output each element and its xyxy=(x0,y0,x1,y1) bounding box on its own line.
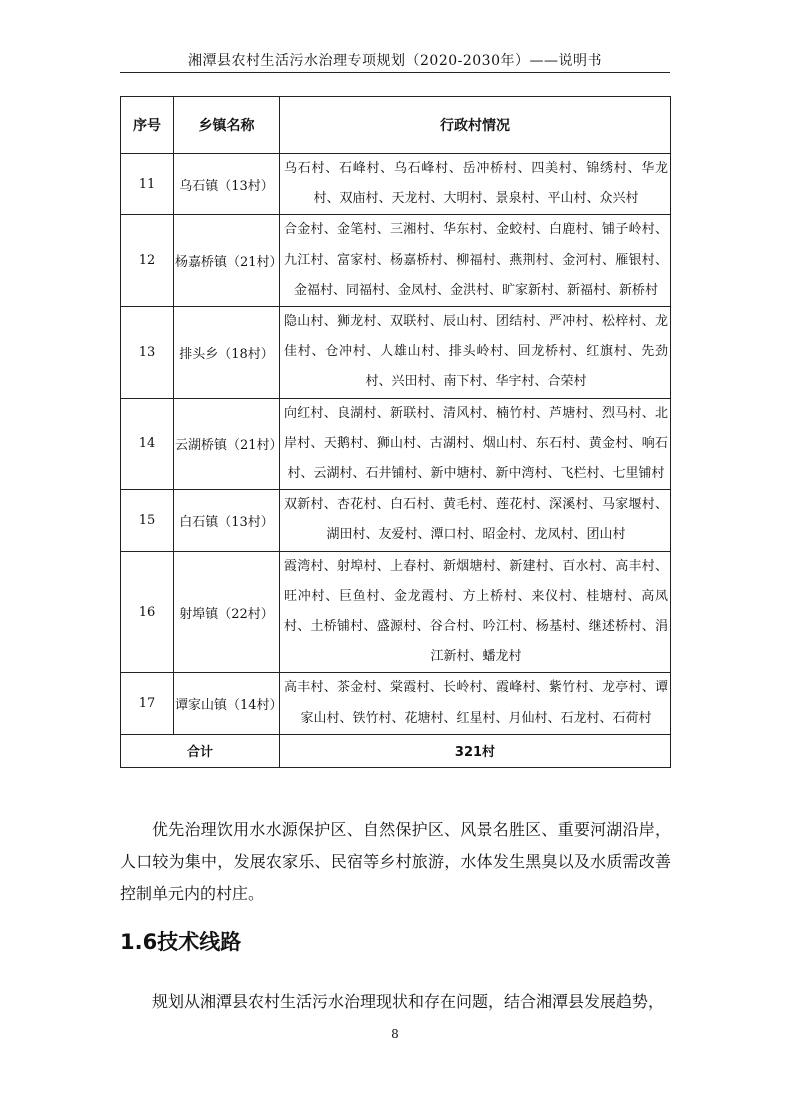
village-list: 高丰村、茶金村、棠霞村、长岭村、霞峰村、紫竹村、龙亭村、谭家山村、铁竹村、花塘村、红星村、月仙村、石龙村、石荷村 xyxy=(280,673,671,734)
table-row xyxy=(121,673,671,734)
table-row xyxy=(121,551,671,673)
running-header: 湘潭县农村生活污水治理专项规划（2020-2030年）——说明书 xyxy=(188,53,602,69)
total-label: 合计 xyxy=(121,734,280,767)
column-header-town: 乡镇名称 xyxy=(174,97,280,154)
table-row xyxy=(121,490,671,551)
column-header-no: 序号 xyxy=(121,97,174,154)
column-header-villages: 行政村情况 xyxy=(280,97,671,154)
village-list: 向红村、良湖村、新联村、清风村、楠竹村、芦塘村、烈马村、北岸村、天鹅村、狮山村、古湖村、烟山村、东石村、黄金村、响石村、云湖村、石井铺村、新中塘村、新中湾村、飞栏村、七里铺村 xyxy=(280,398,671,490)
village-list: 隐山村、狮龙村、双联村、辰山村、团结村、严冲村、松梓村、龙佳村、仓冲村、人雄山村、排头岭村、回龙桥村、红旗村、先劲村、兴田村、南下村、华宇村、合荣村 xyxy=(280,307,671,399)
table-row xyxy=(121,307,671,399)
town-name: 白石镇（13村） xyxy=(174,490,280,551)
row-number: 14 xyxy=(121,398,174,490)
row-number: 15 xyxy=(121,490,174,551)
row-number: 16 xyxy=(121,551,174,673)
town-name: 谭家山镇（14村） xyxy=(174,673,280,734)
village-list: 乌石村、石峰村、乌石峰村、岳冲桥村、四美村、锦绣村、华龙村、双庙村、天龙村、大明村、景泉村、平山村、众兴村 xyxy=(280,154,671,215)
page-number: 8 xyxy=(391,1027,399,1041)
town-name: 杨嘉桥镇（21村） xyxy=(174,215,280,307)
table-row xyxy=(121,215,671,307)
row-number: 13 xyxy=(121,307,174,399)
village-table xyxy=(120,96,671,768)
town-name: 云湖桥镇（21村） xyxy=(174,398,280,490)
table-row xyxy=(121,398,671,490)
town-name: 乌石镇（13村） xyxy=(174,154,280,215)
town-name: 排头乡（18村） xyxy=(174,307,280,399)
priority-paragraph: 优先治理饮用水水源保护区、自然保护区、风景名胜区、重要河湖沿岸，人口较为集中，发展农家乐、民宿等乡村旅游，水体发生黑臭以及水质需改善控制单元内的村庄。 xyxy=(120,820,671,903)
table-row xyxy=(121,154,671,215)
village-list: 霞湾村、射埠村、上春村、新烟塘村、新建村、百水村、高丰村、旺冲村、巨鱼村、金龙霞村、方上桥村、来仪村、桂塘村、高凤村、土桥铺村、盛源村、谷合村、吟江村、杨基村、继述桥村、涓江新村、蟠龙村 xyxy=(280,551,671,673)
row-number: 11 xyxy=(121,154,174,215)
village-list: 合金村、金笔村、三湘村、华东村、金蛟村、白鹿村、铺子岭村、九江村、富家村、杨嘉桥村、柳福村、燕荆村、金河村、雁银村、金福村、同福村、金凤村、金洪村、旷家新村、新福村、新桥村 xyxy=(280,215,671,307)
row-number: 17 xyxy=(121,673,174,734)
row-number: 12 xyxy=(121,215,174,307)
total-value: 321村 xyxy=(280,734,671,767)
total-row xyxy=(121,734,671,767)
body-paragraph: 规划从湘潭县农村生活污水治理现状和存在问题，结合湘潭县发展趋势， xyxy=(152,992,665,1011)
town-name: 射埠镇（22村） xyxy=(174,551,280,673)
table-header-row xyxy=(121,97,671,154)
village-list: 双新村、杏花村、白石村、黄毛村、莲花村、深溪村、马家堰村、湖田村、友爱村、潭口村、昭金村、龙凤村、团山村 xyxy=(280,490,671,551)
section-heading: 1.6技术线路 xyxy=(120,930,242,954)
header-rule xyxy=(120,72,670,73)
